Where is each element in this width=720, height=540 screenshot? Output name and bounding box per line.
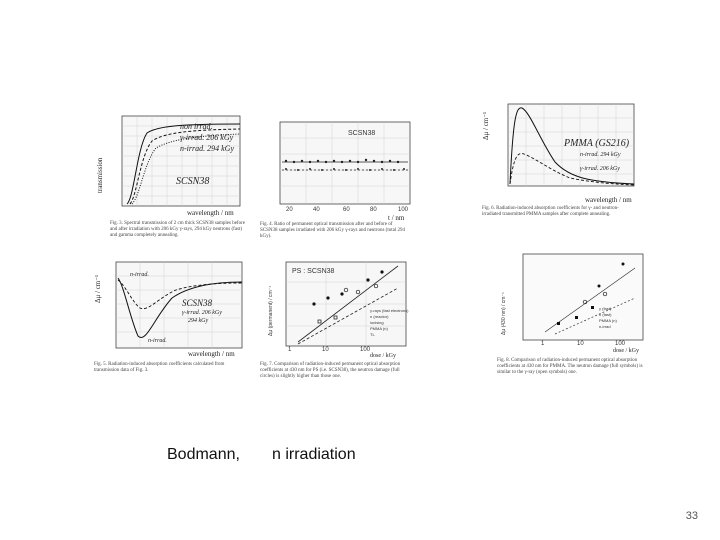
figure-dose-comparison-ps bbox=[258, 258, 418, 390]
legend-item: TL bbox=[370, 332, 375, 337]
figure-caption: Fig. 6. Radiation-induced absorption coefficients for γ- and neutron-irradiated transmitted PMMA samples after complete annealing. bbox=[482, 206, 619, 217]
x-tick: 100 bbox=[398, 207, 409, 213]
legend-item: n (reactor) bbox=[370, 314, 389, 319]
y-axis-label: Δμ (permanent) / cm⁻¹ bbox=[268, 286, 274, 336]
x-axis-label: wavelength / nm bbox=[188, 350, 235, 358]
x-axis-label: t / nm bbox=[388, 214, 405, 222]
figure-caption: Fig. 4. Ratio of permanent optical transmission after and before of SCSN38 samples irradiated with 206 kGy γ-rays and neutrons (total 294 kGy). bbox=[260, 222, 405, 239]
figure-transmission-scsn38 bbox=[92, 108, 252, 253]
x-axis-label: wavelength / nm bbox=[585, 196, 632, 204]
x-axis-label: dose / kGy bbox=[613, 348, 639, 354]
legend-gamma: γ-irrad. 206 kGy bbox=[580, 166, 620, 172]
x-tick: 10 bbox=[577, 341, 584, 347]
legend-item: PMMA (n) bbox=[599, 318, 617, 323]
sample-label: SCSN38 bbox=[348, 130, 376, 137]
legend-neutron: n-irrad. 294 kGy bbox=[180, 144, 234, 153]
figure-absorption-scsn38 bbox=[92, 258, 252, 386]
legend-gamma: γ-irrad. 206 kGy bbox=[182, 310, 222, 316]
legend-item: PMMA (n) bbox=[370, 326, 388, 331]
y-axis-label: Δμ / cm⁻¹ bbox=[94, 274, 102, 303]
legend-item: γ (fast) bbox=[599, 306, 612, 311]
legend-neutron: n-irrad. bbox=[130, 272, 149, 278]
topic-label: n irradiation bbox=[272, 446, 356, 463]
y-axis-label: Δμ (430 nm) / cm⁻¹ bbox=[501, 292, 507, 335]
figure-caption: Fig. 8. Comparison of radiation-induced permanent optical absorption coefficients at 430 nm for PMMA. The neutron damage (full symbols) is similar to the γ-ray (open symbols) one. bbox=[497, 358, 643, 375]
sample-name: SCSN38 bbox=[182, 298, 213, 308]
legend-item: γ-rays (fast electrons) bbox=[370, 308, 409, 313]
sample-label: PMMA (GS216) bbox=[564, 138, 630, 149]
figure-ratio-scsn38 bbox=[258, 118, 418, 248]
legend-dose: 294 kGy bbox=[188, 318, 209, 324]
y-axis-label: transmission bbox=[96, 157, 104, 193]
legend-nonirrad: non irrad. bbox=[180, 122, 213, 131]
sample-name: SCSN38 bbox=[176, 176, 210, 187]
x-tick: 10 bbox=[322, 347, 329, 353]
x-tick: 100 bbox=[615, 341, 626, 347]
legend-item: n-irrad bbox=[599, 324, 611, 329]
legend-item: n (fast) bbox=[599, 312, 612, 317]
figure-dose-comparison-pmma bbox=[495, 250, 655, 395]
legend-neutron: n-irrad. 294 kGy bbox=[580, 152, 621, 158]
legend-neutron-2: n-irrad. bbox=[148, 338, 167, 344]
x-axis-label: wavelength / nm bbox=[187, 209, 234, 217]
legend-gamma: γ-irrad. 206 kGy bbox=[180, 133, 234, 142]
figure-pmma-absorption bbox=[480, 100, 645, 235]
x-axis-label: dose / kGy bbox=[370, 353, 396, 359]
x-tick: 80 bbox=[370, 207, 377, 213]
x-tick: 1 bbox=[288, 347, 292, 353]
figure-caption: Fig. 5. Radiation-induced absorption coefficients calculated from transmission data of Fig. 3. bbox=[94, 362, 225, 373]
sample-label: PS : SCSN38 bbox=[292, 268, 335, 275]
x-tick: 20 bbox=[286, 207, 293, 213]
page-number: 33 bbox=[685, 510, 698, 522]
y-axis-label: Δμ / cm⁻¹ bbox=[482, 111, 490, 140]
legend-item: ionising bbox=[370, 320, 384, 325]
x-tick: 40 bbox=[313, 207, 320, 213]
x-tick: 100 bbox=[360, 347, 371, 353]
author-label: Bodmann, bbox=[167, 446, 240, 463]
x-tick: 60 bbox=[343, 207, 350, 213]
figure-caption: Fig. 7. Comparison of radiation-induced permanent optical absorption coefficients at 430 nm for PS (i.e. SCSN38), the neutron damage (full circles) is slightly higher than those one. bbox=[260, 362, 401, 379]
figure-caption: Fig. 3. Spectral transmission of 2 cm thick SCSN38 samples before and after irradiation with 206 kGy γ-rays, 294 kGy neutrons (fast) and gamma completely annealing. bbox=[110, 221, 245, 238]
x-tick: 1 bbox=[541, 341, 545, 347]
